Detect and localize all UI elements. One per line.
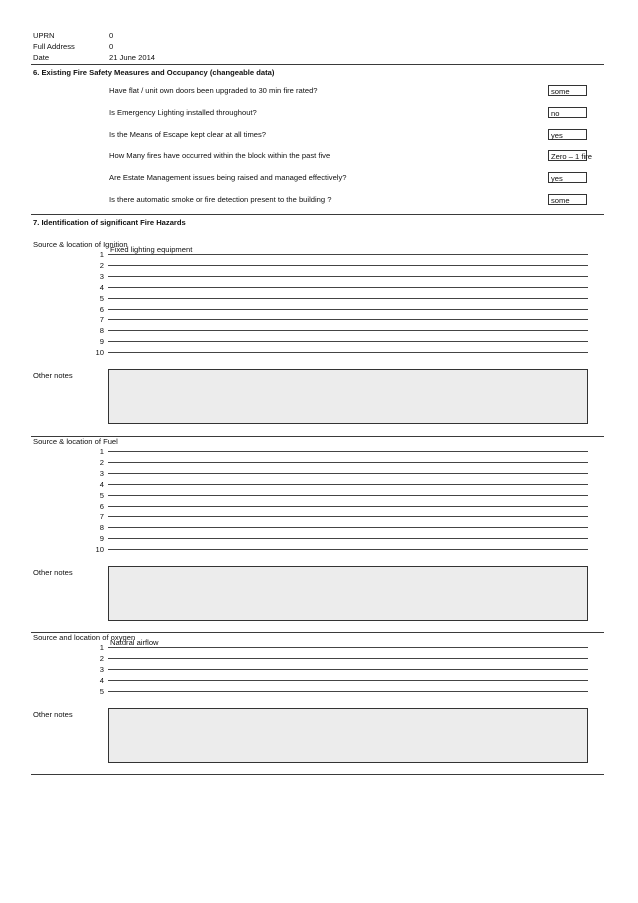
entry-number: 3 (99, 665, 104, 674)
entry-number: 5 (99, 687, 104, 696)
entry-number: 7 (99, 512, 104, 521)
entry-number: 6 (99, 502, 104, 511)
question-text: Are Estate Management issues being raised and managed effectively? (109, 173, 347, 182)
entry-field[interactable] (108, 442, 588, 452)
other-notes-box[interactable] (108, 369, 588, 424)
entry-field[interactable] (108, 649, 588, 659)
entry-field[interactable] (108, 300, 588, 310)
question-text: Have flat / unit own doors been upgraded to 30 min fire rated? (109, 86, 318, 95)
entry-number: 1 (99, 643, 104, 652)
entry-number: 10 (95, 348, 104, 357)
entry-field[interactable] (108, 529, 588, 539)
header-value: 0 (109, 31, 114, 40)
answer-field[interactable]: some (548, 85, 587, 96)
entry-number: 5 (99, 491, 104, 500)
question-text: Is there automatic smoke or fire detection present to the building ? (109, 195, 332, 204)
entry-field[interactable] (108, 310, 588, 320)
entry-field[interactable] (108, 256, 588, 266)
entry-number: 4 (99, 676, 104, 685)
entry-field[interactable] (108, 267, 588, 277)
group-heading: Source and location of oxygen (33, 633, 136, 642)
entry-field[interactable] (108, 343, 588, 353)
entry-field[interactable] (108, 660, 588, 670)
header-value: 21 June 2014 (109, 53, 156, 62)
entry-number: 3 (99, 469, 104, 478)
answer-field[interactable]: some (548, 194, 587, 205)
entry-number: 1 (99, 250, 104, 259)
entry-field[interactable] (108, 497, 588, 507)
entry-field[interactable]: Natural airflow (108, 638, 588, 648)
section-divider (31, 64, 604, 65)
entry-field[interactable] (108, 518, 588, 528)
entry-field[interactable] (108, 682, 588, 692)
entry-number: 5 (99, 294, 104, 303)
group-heading: Source & location of Fuel (33, 437, 118, 446)
section-title: 6. Existing Fire Safety Measures and Occupancy (changeable data) (33, 68, 275, 77)
answer-field[interactable]: yes (548, 172, 587, 183)
header-label: Date (33, 53, 50, 62)
notes-label: Other notes (33, 371, 73, 380)
notes-label: Other notes (33, 568, 73, 577)
entry-number: 2 (99, 458, 104, 467)
header-label: UPRN (33, 31, 55, 40)
entry-field[interactable] (108, 475, 588, 485)
entry-field[interactable] (108, 464, 588, 474)
entry-number: 4 (99, 480, 104, 489)
section-divider (31, 774, 604, 775)
entry-number: 7 (99, 315, 104, 324)
section-title: 7. Identification of significant Fire Hazards (33, 218, 186, 227)
entry-field[interactable] (108, 289, 588, 299)
header-label: Full Address (33, 42, 75, 51)
entry-number: 9 (99, 337, 104, 346)
entry-number: 2 (99, 261, 104, 270)
header-value: 0 (109, 42, 114, 51)
entry-field[interactable]: Fixed lighting equipment (108, 245, 588, 255)
group-heading: Source & location of Ignition (33, 240, 128, 249)
entry-number: 6 (99, 305, 104, 314)
entry-field[interactable] (108, 453, 588, 463)
entry-number: 2 (99, 654, 104, 663)
notes-label: Other notes (33, 710, 73, 719)
entry-field[interactable] (108, 332, 588, 342)
entry-number: 9 (99, 534, 104, 543)
other-notes-box[interactable] (108, 566, 588, 621)
entry-number: 1 (99, 447, 104, 456)
entry-field[interactable] (108, 540, 588, 550)
entry-number: 8 (99, 523, 104, 532)
entry-number: 8 (99, 326, 104, 335)
entry-number: 10 (95, 545, 104, 554)
entry-number: 3 (99, 272, 104, 281)
entry-field[interactable] (108, 507, 588, 517)
question-text: Is Emergency Lighting installed throughout? (109, 108, 257, 117)
entry-number: 4 (99, 283, 104, 292)
answer-field[interactable]: yes (548, 129, 587, 140)
question-text: How Many fires have occurred within the block within the past five (109, 151, 331, 160)
section-divider (31, 214, 604, 215)
entry-field[interactable] (108, 671, 588, 681)
entry-field[interactable] (108, 486, 588, 496)
entry-field[interactable] (108, 321, 588, 331)
other-notes-box[interactable] (108, 708, 588, 763)
question-text: Is the Means of Escape kept clear at all times? (109, 130, 267, 139)
answer-field[interactable]: Zero – 1 fire (548, 150, 587, 161)
entry-field[interactable] (108, 278, 588, 288)
answer-field[interactable]: no (548, 107, 587, 118)
